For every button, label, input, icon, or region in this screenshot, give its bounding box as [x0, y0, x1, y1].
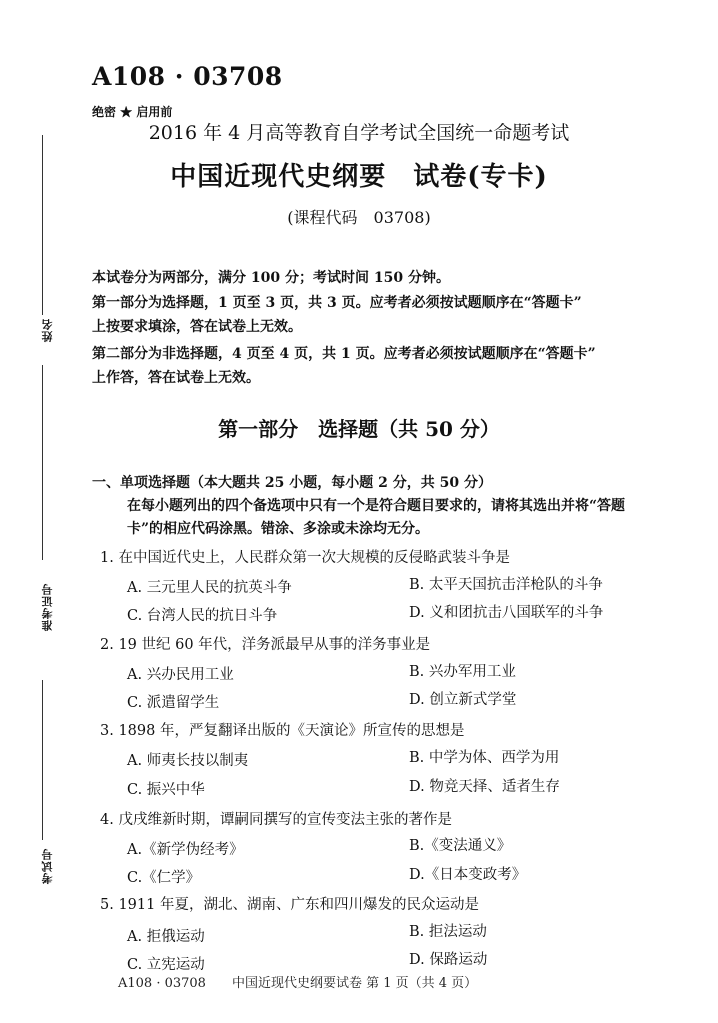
name-label: 姓名: [41, 318, 54, 342]
option-c: C. 立宪运动: [127, 957, 205, 973]
paper-code: A108 · 03708: [92, 62, 283, 91]
instruction-line: 第一部分为选择题，1 页至 3 页，共 3 页。应考者必须按试题顺序在“答题卡”: [92, 295, 582, 311]
option-d: D. 保路运动: [409, 952, 488, 968]
option-c: C. 振兴中华: [127, 782, 205, 798]
part-title: 第一部分 选择题（共 50 分）: [218, 417, 500, 441]
question-stem: 2. 19 世纪 60 年代，洋务派最早从事的洋务事业是: [100, 637, 431, 653]
option-d: D.《日本变政考》: [409, 867, 527, 883]
option-a: A. 师夷长技以制夷: [127, 753, 249, 769]
exam-id-label: 准考证号: [41, 583, 54, 631]
section-description: 在每小题列出的四个备选项中只有一个是符合题目要求的，请将其选出并将“答题: [127, 498, 626, 514]
binding-line: [42, 680, 43, 840]
section-heading: 一、单项选择题（本大题共 25 小题，每小题 2 分，共 50 分）: [92, 475, 492, 491]
binding-line: [42, 365, 43, 560]
option-d: D. 创立新式学堂: [409, 692, 517, 708]
question-stem: 3. 1898 年，严复翻译出版的《天演论》所宣传的思想是: [100, 723, 465, 739]
option-c: C.《仁学》: [127, 870, 201, 886]
question-stem: 1. 在中国近代史上，人民群众第一次大规模的反侵略武装斗争是: [100, 550, 510, 566]
option-d: D. 物竞天择、适者生存: [409, 779, 560, 795]
option-b: B.《变法通义》: [409, 838, 512, 854]
exam-site-label: 考试号: [41, 848, 54, 884]
option-d: D. 义和团抗击八国联军的斗争: [409, 605, 604, 621]
option-a: A. 三元里人民的抗英斗争: [127, 580, 292, 596]
instruction-line: 上作答，答在试卷上无效。: [92, 370, 260, 386]
option-b: B. 太平天国抗击洋枪队的斗争: [409, 577, 603, 593]
option-b: B. 兴办军用工业: [409, 664, 516, 680]
instruction-line: 本试卷分为两部分，满分 100 分；考试时间 150 分钟。: [92, 270, 450, 286]
page-footer: A108 · 03708 中国近现代史纲要试卷 第 1 页（共 4 页）: [118, 976, 478, 991]
section-description: 卡”的相应代码涂黑。错涂、多涂或未涂均无分。: [127, 521, 430, 537]
option-a: A.《新学伪经考》: [127, 842, 244, 858]
option-b: B. 中学为体、西学为用: [409, 750, 560, 766]
option-a: A. 兴办民用工业: [127, 667, 234, 683]
secret-mark: 绝密 ★ 启用前: [92, 105, 173, 119]
option-c: C. 台湾人民的抗日斗争: [127, 608, 278, 624]
exam-line: 2016 年 4 月高等教育自学考试全国统一命题考试: [148, 122, 570, 144]
option-a: A. 拒俄运动: [127, 929, 205, 945]
instruction-line: 上按要求填涂，答在试卷上无效。: [92, 319, 302, 335]
course-code: (课程代码 03708): [287, 208, 431, 227]
page-title: 中国近现代史纲要 试卷(专卡): [170, 162, 548, 192]
instruction-line: 第二部分为非选择题，4 页至 4 页，共 1 页。应考者必须按试题顺序在“答题卡”: [92, 346, 596, 362]
option-b: B. 拒法运动: [409, 924, 487, 940]
question-stem: 5. 1911 年夏，湖北、湖南、广东和四川爆发的民众运动是: [100, 897, 479, 913]
option-c: C. 派遣留学生: [127, 695, 220, 711]
question-stem: 4. 戊戌维新时期，谭嗣同撰写的宣传变法主张的著作是: [100, 812, 452, 828]
